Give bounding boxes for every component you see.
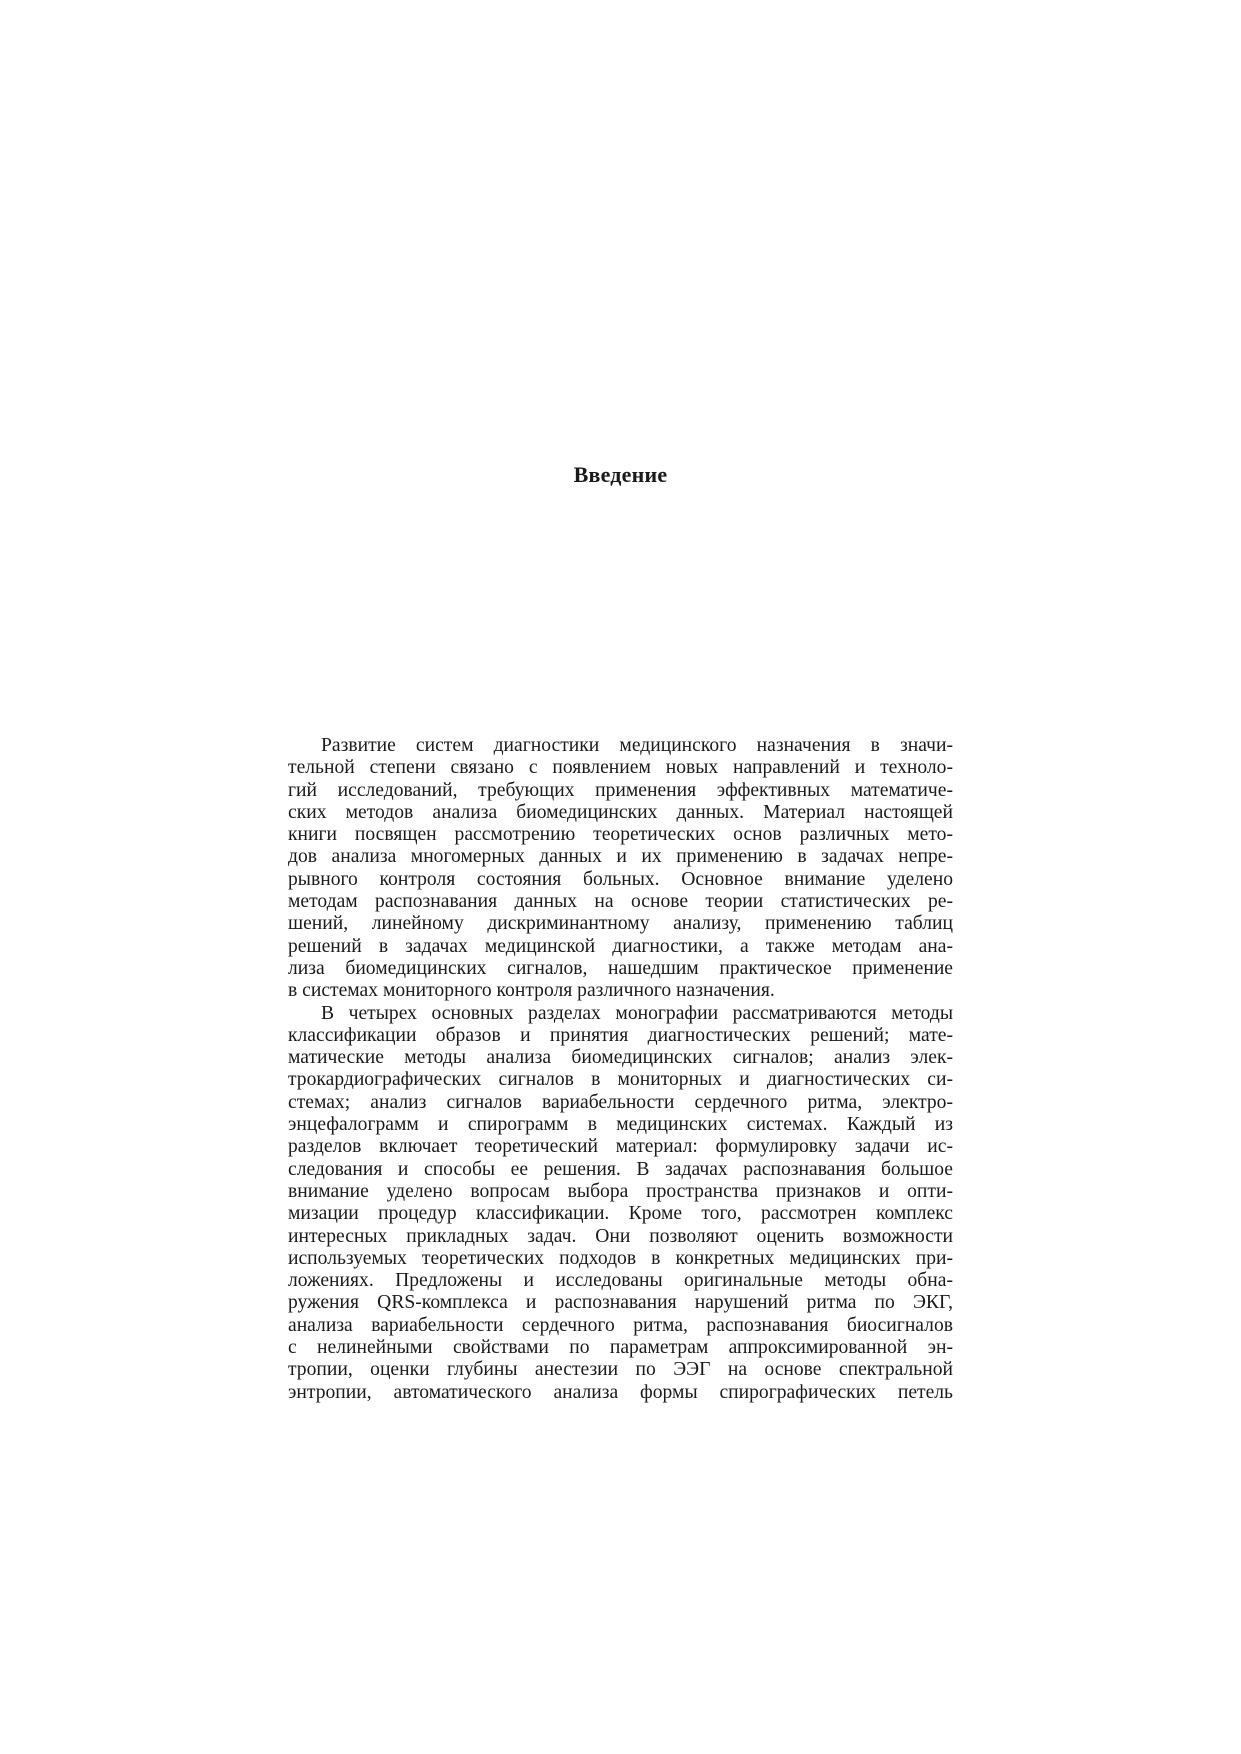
paragraph	[288, 735, 953, 1003]
text-line: следования и способы ее решения. В задачах распознавания большое	[288, 1158, 953, 1180]
text-line: используемых теоретических подходов в конкретных медицинских при-	[288, 1247, 953, 1269]
text-line: интересных прикладных задач. Они позволяют оценить возможности	[288, 1225, 953, 1247]
text-line: разделов включает теоретический материал: формулировку задачи ис-	[288, 1136, 953, 1158]
text-line: Развитие систем диагностики медицинского назначения в значи-	[321, 735, 953, 756]
text-line: трокардиографических сигналов в мониторных и диагностических си-	[288, 1069, 953, 1091]
text-line: классификации образов и принятия диагностических решений; мате-	[288, 1024, 953, 1046]
page-title: Введение	[573, 462, 668, 487]
text-line: решений в задачах медицинской диагностики, а также методам ана-	[288, 935, 953, 957]
text-line: книги посвящен рассмотрению теоретических основ различных мето-	[288, 824, 953, 846]
text-line: энцефалограмм и спирограмм в медицинских системах. Каждый из	[288, 1114, 953, 1136]
text-line: ских методов анализа биомедицинских данных. Материал настоящей	[288, 801, 953, 823]
text-line: тельной степени связано с появлением новых направлений и техноло-	[288, 757, 953, 779]
text-line: с нелинейными свойствами по параметрам аппроксимированной эн-	[288, 1337, 953, 1359]
text-line: рывного контроля состояния больных. Основное внимание уделено	[288, 868, 953, 890]
paragraph	[288, 1003, 953, 1404]
text-line: методам распознавания данных на основе теории статистических ре-	[288, 891, 953, 913]
text-line: тропии, оценки глубины анестезии по ЭЭГ на основе спектральной	[288, 1359, 953, 1381]
text-line: ружения QRS-комплекса и распознавания нарушений ритма по ЭКГ,	[288, 1292, 953, 1314]
text-line: мизации процедур классификации. Кроме того, рассмотрен комплекс	[288, 1203, 953, 1225]
text-line: матические методы анализа биомедицинских сигналов; анализ элек-	[288, 1047, 953, 1069]
text-line: стемах; анализ сигналов вариабельности сердечного ритма, электро-	[288, 1091, 953, 1113]
text-line: шений, линейному дискриминантному анализу, применению таблиц	[288, 913, 953, 935]
text-line: анализа вариабельности сердечного ритма, распознавания биосигналов	[288, 1314, 953, 1336]
body-text	[288, 735, 953, 1404]
text-line: В четырех основных разделах монографии рассматриваются методы	[321, 1002, 953, 1024]
text-line: гий исследований, требующих применения эффективных математиче-	[288, 779, 953, 801]
text-line: внимание уделено вопросам выбора пространства признаков и опти-	[288, 1180, 953, 1202]
text-line: в системах мониторного контроля различного назначения.	[288, 980, 775, 1002]
text-line: ложениях. Предложены и исследованы оригинальные методы обна-	[288, 1270, 953, 1292]
text-line: дов анализа многомерных данных и их применению в задачах непре-	[288, 846, 953, 868]
text-line: лиза биомедицинских сигналов, нашедшим практическое применение	[288, 957, 953, 979]
text-line: энтропии, автоматического анализа формы спирографических петель	[288, 1381, 953, 1403]
